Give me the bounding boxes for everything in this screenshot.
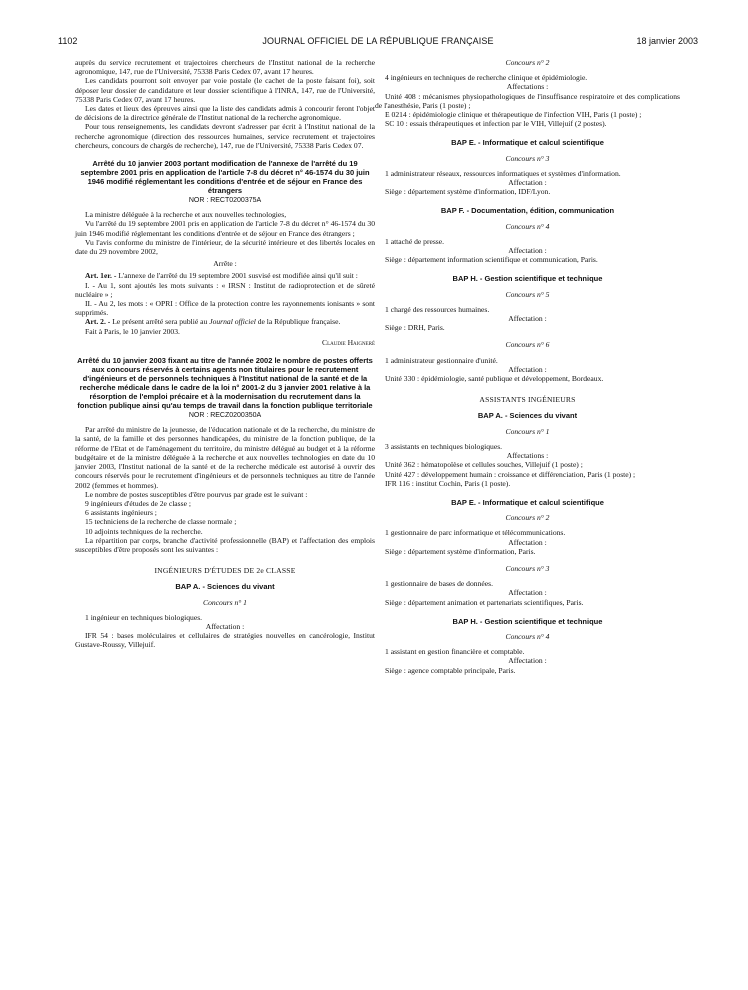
affectation-line: Siège : département animation et partenariats scientifiques, Paris. <box>385 597 584 607</box>
affectation-line: IFR 54 : bases moléculaires et cellulaires de stratégies nouvelles en cancérologie, Institut Gustave-Roussy, Villejuif. <box>75 631 375 650</box>
affectation-label: Affectation : <box>205 621 245 631</box>
issue-date: 18 janvier 2003 <box>636 36 698 46</box>
list-item: 10 adjoints techniques de la recherche. <box>85 526 203 536</box>
affectation-line: Siège : département système d'information, Paris. <box>385 546 536 556</box>
concours-label: Concours n° 4 <box>505 221 550 231</box>
post-description: 1 assistant en gestion financière et comptable. <box>385 647 525 657</box>
right-column <box>375 58 680 675</box>
affectation-line: SC 10 : essais thérapeutiques et infection par le VIH, Villejuif (2 postes). <box>385 119 607 129</box>
concours-label: Concours n° 2 <box>505 513 550 523</box>
affectation-label: Affectations : <box>506 451 549 461</box>
arrete-keyword: Arrête : <box>213 259 237 269</box>
section-heading: INGÉNIEURS D'ÉTUDES DE 2e CLASSE <box>154 566 296 576</box>
list-item: 15 techniciens de la recherche de classe normale ; <box>85 517 237 527</box>
affectation-line: Siège : département système d'information, IDF/Lyon. <box>385 187 551 197</box>
concours-label: Concours n° 5 <box>505 289 550 299</box>
concours-label: Concours n° 3 <box>505 563 550 573</box>
article-text: L'annexe de l'arrêté du 19 septembre 2001 susvisé est modifiée ainsi qu'il suit : <box>116 271 358 281</box>
bap-heading: BAP A. - Sciences du vivant <box>477 411 578 421</box>
affectation-label: Affectation : <box>508 314 547 324</box>
concours-label: Concours n° 4 <box>505 631 550 641</box>
concours-label: Concours n° 2 <box>505 58 550 67</box>
concours-label: Concours n° 1 <box>203 597 247 607</box>
nor-reference: NOR : RECT0200375A <box>188 197 262 205</box>
affectation-label: Affectation : <box>508 656 547 666</box>
journal-name: Journal officiel <box>209 317 256 327</box>
affectation-line: IFR 116 : institut Cochin, Paris (1 poste). <box>385 478 511 488</box>
page-number: 1102 <box>58 36 78 46</box>
affectation-line: Unité 330 : épidémiologie, santé publique et développement, Bordeaux. <box>385 374 604 384</box>
bap-heading: BAP H. - Gestion scientifique et technique <box>452 274 603 284</box>
concours-label: Concours n° 1 <box>505 426 550 436</box>
arrete-title: Arrêté du 10 janvier 2003 portant modification de l'annexe de l'arrêté du 19 septembre 2001 pris en application de l'article 7-8 du décret n° 46-1574 du 30 juin 1946 modifié réglementant les conditions d'entrée et de séjour en France des étrangers <box>80 159 370 196</box>
article-label: Art. 1er. - <box>85 271 117 281</box>
affectation-line: Unité 362 : hématopoïèse et cellules souches, Villejuif (1 poste) ; <box>385 460 583 470</box>
page-header <box>58 36 698 50</box>
post-description: 4 ingénieurs en techniques de recherche clinique et épidémiologie. <box>385 73 588 83</box>
affectation-label: Affectation : <box>508 364 547 374</box>
concours-label: Concours n° 3 <box>505 153 550 163</box>
affectation-line: E 0214 : épidémiologie clinique et thérapeutique de l'infection VIH, Paris (1 poste) ; <box>385 110 642 120</box>
left-column <box>75 58 375 650</box>
nor-reference: NOR : RECZ0200350A <box>188 412 262 420</box>
intro-paragraph: Les candidats pourront soit envoyer par voie postale (le cachet de la poste faisant foi), soit déposer leur dossier de candidature et leur dossier scientifique à l'INRA, 147, rue de l'Université, 75338 Paris Cedex 07, avant 17 heures. <box>75 76 375 104</box>
concours-label: Concours n° 6 <box>505 340 550 350</box>
post-description: 1 attaché de presse. <box>385 236 445 246</box>
post-description: 1 chargé des ressources humaines. <box>385 304 490 314</box>
signature: Claudie Haigneré <box>322 337 375 347</box>
intro-paragraph: auprès du service recrutement et trajectoires chercheurs de l'Institut national de la recherche agronomique, 147, rue de l'Université, 75338 Paris Cedex 07, avant 17 heures. <box>75 58 375 77</box>
affectation-line: Siège : département information scientifique et communication, Paris. <box>385 255 598 265</box>
affectation-label: Affectation : <box>508 588 547 598</box>
bap-heading: BAP E. - Informatique et calcul scientifique <box>451 138 604 148</box>
bap-heading: BAP H. - Gestion scientifique et technique <box>452 616 603 626</box>
paragraph: Vu l'arrêté du 19 septembre 2001 pris en application de l'article 7-8 du décret n° 46-1574 du 30 juin 1946 modifié réglementant les conditions d'entrée et de séjour en France des étrangers ; <box>75 219 375 238</box>
affectation-label: Affectation : <box>508 178 547 188</box>
post-description: 1 administrateur réseaux, ressources informatiques et systèmes d'information. <box>385 168 621 178</box>
paragraph: Par arrêté du ministre de la jeunesse, de l'éducation nationale et de la recherche, du ministre de la santé, de la famille et des personnes handicapées, du ministre de la fonction publique, de la réforme de l'Etat et de l'aménagement du territoire, du ministre délégué au budget et à la réforme budgétaire et de la ministre déléguée à la recherche et aux nouvelles technologies en date du 10 janvier 2003, l'Institut national de la santé et de la recherche médicale est autorisé à ouvrir des concours réservés pour le recrutement d'ingénieurs et de personnels techniques au titre de l'année 2002 (femmes et hommes). <box>75 425 375 490</box>
paragraph: Le nombre de postes susceptibles d'être pourvus par grade est le suivant : <box>85 489 308 499</box>
section-heading: ASSISTANTS INGÉNIEURS <box>479 395 576 405</box>
affectation-label: Affectation : <box>508 246 547 256</box>
article-2 <box>75 317 375 326</box>
bap-heading: BAP E. - Informatique et calcul scientifique <box>451 497 604 507</box>
paragraph: Vu l'avis conforme du ministre de l'intérieur, de la sécurité intérieure et des libertés locales en date du 29 novembre 2002, <box>75 237 375 257</box>
paragraph: Fait à Paris, le 10 janvier 2003. <box>85 326 180 336</box>
intro-paragraph: Les dates et lieux des épreuves ainsi que la liste des candidats admis à concourir feront l'objet de décisions de la directrice générale de l'Institut national de la recherche agronomique. <box>75 104 375 123</box>
list-item: 6 assistants ingénieurs ; <box>85 508 157 518</box>
paragraph: I. - Au 1, sont ajoutés les mots suivants : « IRSN : Institut de radioprotection et de sûreté nucléaire » ; <box>75 280 375 299</box>
affectation-label: Affectations : <box>506 82 549 92</box>
article-label: Art. 2. - <box>85 317 111 327</box>
arrete-title: Arrêté du 10 janvier 2003 fixant au titre de l'année 2002 le nombre de postes offerts aux concours réservés à certains agents non titulaires pour le recrutement d'ingénieurs et de personnels techniques à l'Institut national de la santé et de la recherche médicale dans le cadre de la loi n° 2001-2 du 3 janvier 2001 relative à la résorption de l'emploi précaire et à la modernisation du recrutement dans la fonction publique ainsi qu'au temps de travail dans la fonction publique territoriale <box>77 356 373 411</box>
bap-heading: BAP A. - Sciences du vivant <box>175 582 275 592</box>
affectation-line: Siège : DRH, Paris. <box>385 323 445 333</box>
post-description: 1 administrateur gestionnaire d'unité. <box>385 355 498 365</box>
article-1 <box>75 271 375 280</box>
post-description: 3 assistants en techniques biologiques. <box>385 441 503 451</box>
article-text: Le présent arrêté sera publié au <box>110 317 210 327</box>
paragraph: II. - Au 2, les mots : « OPRI : Office de la protection contre les rayonnements ionisants » sont supprimés. <box>75 299 375 318</box>
post-description: 1 gestionnaire de bases de données. <box>385 579 493 589</box>
affectation-line: Unité 408 : mécanismes physiopathologiques de l'insuffisance respiratoire et des complications de l'anesthésie, Paris (1 poste) ; <box>375 91 680 110</box>
affectation-label: Affectation : <box>508 537 547 547</box>
paragraph: La ministre déléguée à la recherche et aux nouvelles technologies, <box>85 210 287 220</box>
bap-heading: BAP F. - Documentation, édition, communication <box>440 206 615 216</box>
affectation-line: Siège : agence comptable principale, Paris. <box>385 665 516 675</box>
affectation-line: Unité 427 : développement humain : croissance et différenciation, Paris (1 poste) ; <box>385 469 636 479</box>
intro-paragraph: Pour tous renseignements, les candidats devront s'adresser par écrit à l'Institut national de la recherche agronomique (direction des ressources humaines, service recrutement et trajectoires chercheurs, concours de chargés de recherche), 147, rue de l'Université, 75338 Paris Cedex 07. <box>75 122 375 150</box>
journal-title: JOURNAL OFFICIEL DE LA RÉPUBLIQUE FRANÇAISE <box>262 36 494 46</box>
post-description: 1 gestionnaire de parc informatique et télécommunications. <box>385 528 566 538</box>
article-text: de la République française. <box>255 317 341 327</box>
paragraph: La répartition par corps, branche d'activité professionnelle (BAP) et l'affectation des emplois susceptibles d'être proposés sont les suivantes : <box>75 535 375 554</box>
list-item: 9 ingénieurs d'études de 2e classe ; <box>85 498 191 508</box>
post-description: 1 ingénieur en techniques biologiques. <box>85 612 203 622</box>
